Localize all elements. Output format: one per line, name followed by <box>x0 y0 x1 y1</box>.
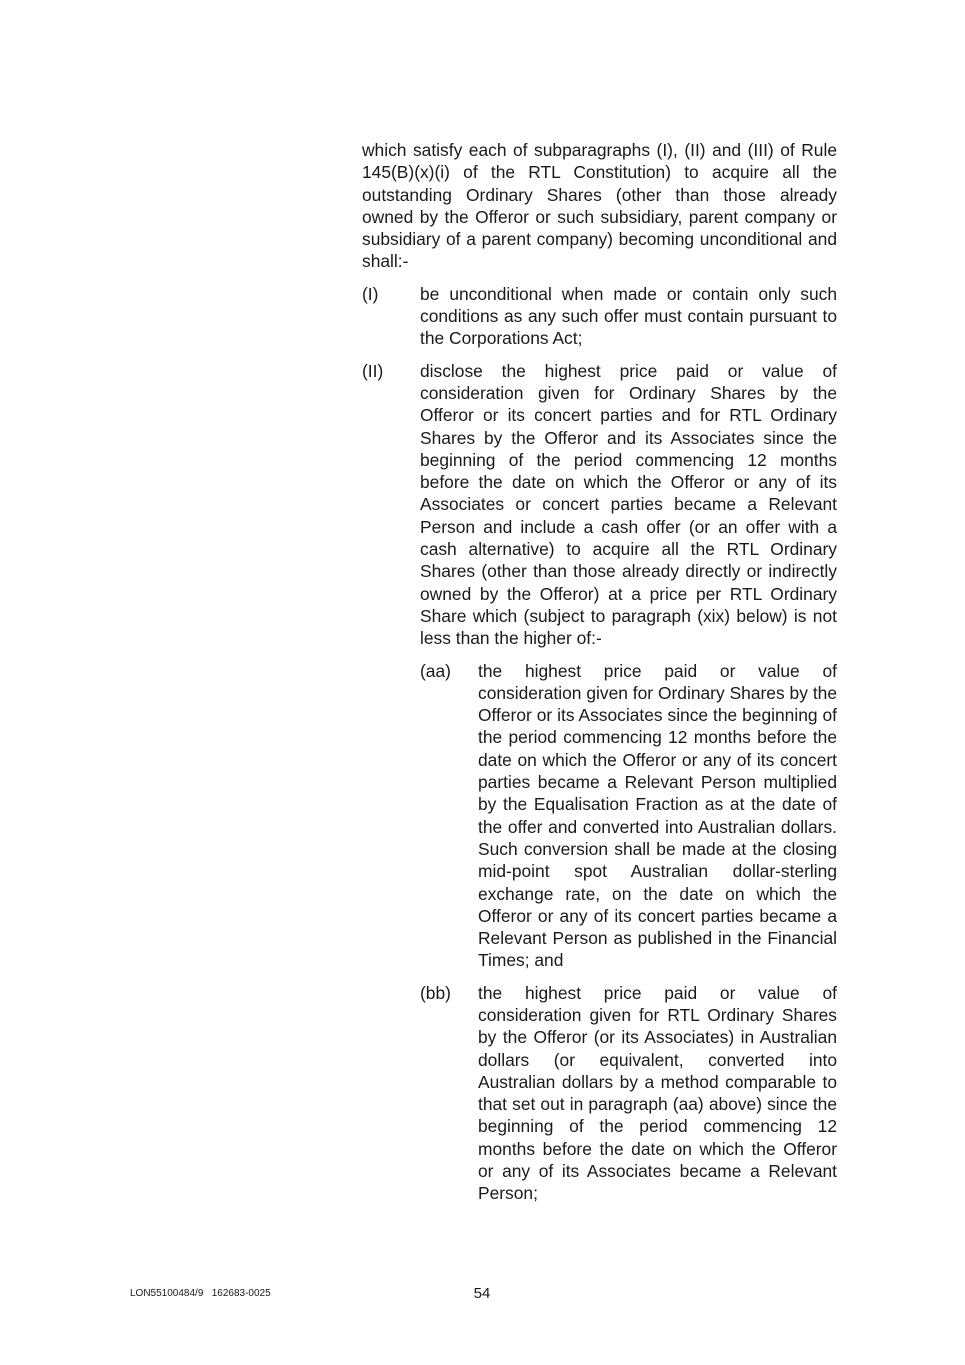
item-text-II: disclose the highest price paid or value of consideration given for Ordinary Shares by the Offeror or its concert parties and for RTL Ordinary Shares by the Offeror and its Associates since the beginning of the period commencing 12 months before the date on which the Offeror or any of its Associates or concert parties became a Relevant Person and include a cash offer (or an offer with a cash alternative) to acquire all the RTL Ordinary Shares (other than those already directly or indirectly owned by the Offeror) at a price per RTL Ordinary Share which (subject to paragraph (xix) below) is not less than the higher of:- <box>420 360 837 649</box>
sub-item-label-bb: (bb) <box>420 982 451 1003</box>
item-text-I: be unconditional when made or contain only such conditions as any such offer must contain pursuant to the Corporations Act; <box>420 283 837 349</box>
sub-item-label-aa: (aa) <box>420 660 451 681</box>
list-item-I <box>362 283 837 350</box>
page-number: 54 <box>473 1285 491 1302</box>
sub-item-text-aa: the highest price paid or value of consideration given for Ordinary Shares by the Offeror or its Associates since the beginning of the period commencing 12 months before the date on which the Offeror or any of its concert parties became a Relevant Person multiplied by the Equalisation Fraction as at the date of the offer and converted into Australian dollars. Such conversion shall be made at the closing mid-point spot Australian dollar-sterling exchange rate, on the date on which the Offeror or any of its concert parties became a Relevant Person as published in the Financial Times; and <box>478 660 837 971</box>
item-label-I: (I) <box>362 283 379 304</box>
sub-item-text-bb: the highest price paid or value of consideration given for RTL Ordinary Shares by the Offeror (or its Associates) in Australian dollars (or equivalent, converted into Australian dollars by a method comparable to that set out in paragraph (aa) above) since the beginning of the period commencing 12 months before the date on which the Offeror or any of its Associates became a Relevant Person; <box>478 982 837 1204</box>
intro-paragraph: which satisfy each of subparagraphs (I), (II) and (III) of Rule 145(B)(x)(i) of the RTL Constitution) to acquire all the outstanding Ordinary Shares (other than those already owned by the Offeror or such subsidiary, parent company or subsidiary of a parent company) becoming unconditional and shall:- <box>362 140 837 272</box>
item-body-II <box>420 360 837 1205</box>
item-label-II: (II) <box>362 360 384 381</box>
footer-document-reference: LON55100484/9 162683-0025 <box>130 1288 271 1299</box>
page-body <box>362 139 837 1205</box>
sub-item-bb <box>420 982 837 1205</box>
list-item-II <box>362 360 837 1205</box>
sub-item-aa <box>420 660 837 972</box>
